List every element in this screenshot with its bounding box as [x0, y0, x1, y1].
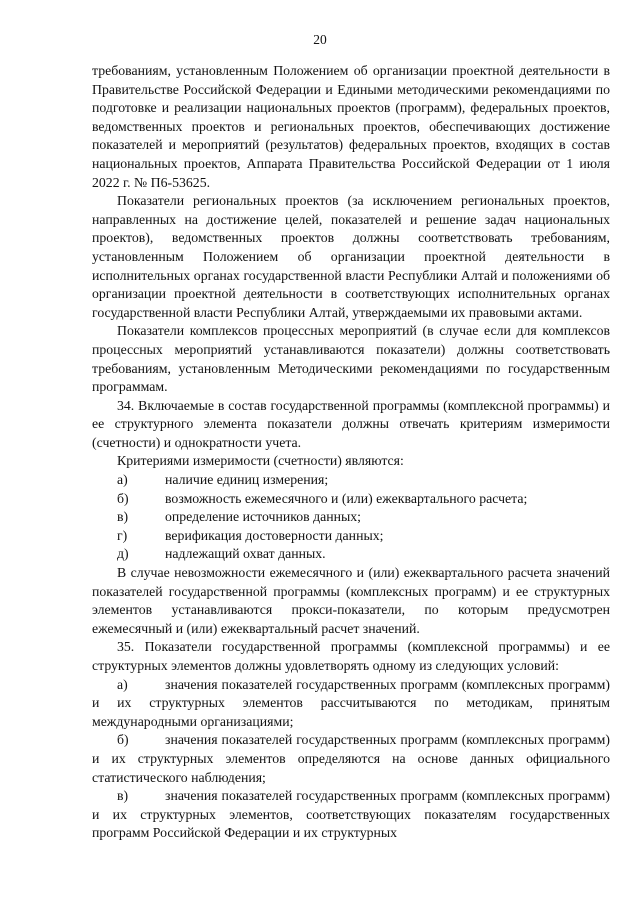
list-item-text: определение источников данных;: [165, 509, 361, 525]
list-marker: в): [117, 509, 129, 525]
list-marker: г): [117, 527, 128, 543]
list-item-text: надлежащий охват данных.: [165, 546, 326, 562]
paragraph-clause-34: 34. Включаемые в состав государственной программы (комплексной программы) и ее структурного элемента показатели должны отвечать критериям измеримости (счетности) и однократности учета.: [92, 397, 610, 450]
list-item: [92, 676, 610, 732]
conditions-list: [92, 676, 610, 843]
list-marker: а): [117, 676, 128, 692]
list-item-text: наличие единиц измерения;: [165, 472, 329, 488]
paragraph-criteria-intro: Критериями измеримости (счетности) являются:: [117, 453, 404, 469]
criteria-list: [92, 471, 610, 564]
list-marker: а): [117, 472, 128, 488]
list-marker: в): [117, 788, 129, 804]
list-marker: д): [117, 546, 129, 562]
list-item-text: значения показателей государственных программ (комплексных программ) и их структурных элементов рассчитываются по методикам, принятым международными организациями;: [92, 676, 610, 729]
list-item-text: значения показателей государственных программ (комплексных программ) и их структурных элементов, соответствующих показателям государственных программ Российской Федерации и их структурных: [92, 788, 610, 841]
paragraph-requirements-continuation: требованиям, установленным Положением об организации проектной деятельности в Правительстве Российской Федерации и Едиными методическими рекомендациями по подготовке и реализации национальных проектов (программ), федеральных проектов, ведомственных проектов и региональных проектов, обеспечивающих достижение показателей и мероприятий (результатов) федеральных проектов, входящих в состав национальных проектов, Аппарата Правительства Российской Федерации от 1 июля 2022 г. № П6-53625.: [92, 63, 610, 190]
list-item: [92, 731, 610, 787]
list-item: [92, 508, 610, 527]
list-item-text: возможность ежемесячного и (или) ежеквартального расчета;: [165, 490, 528, 506]
page-number: 20: [313, 32, 327, 47]
paragraph-regional-projects: Показатели региональных проектов (за исключением региональных проектов, направленных на достижение целей, показателей и решение задач национальных проектов), ведомственных проектов должны соответствовать требованиям, установленным Положением об организации проектной деятельности в исполнительных органах государственной власти Республики Алтай и положениями об организации проектной деятельности в соответствующих исполнительных органах государственной власти Республики Алтай, утверждаемыми их правовыми актами.: [92, 193, 610, 320]
paragraph-proxy-indicators: В случае невозможности ежемесячного и (или) ежеквартального расчета значений показателей государственной программы (комплексных программ) и ее структурных элементов устанавливаются прокси-показатели, по которым предусмотрен ежемесячный и (или) ежеквартальный расчет значений.: [92, 565, 610, 636]
list-item: [92, 490, 610, 509]
list-marker: б): [117, 490, 129, 506]
paragraph-process-complexes: Показатели комплексов процессных мероприятий (в случае если для комплексов процессных мероприятий устанавливаются показатели) должны соответствовать требованиям, установленным Методическими рекомендациями по государственным программам.: [92, 323, 610, 395]
list-marker: б): [117, 732, 129, 748]
list-item: [92, 787, 610, 843]
list-item-text: верификация достоверности данных;: [165, 527, 384, 543]
list-item: [92, 545, 610, 564]
paragraph-clause-35: 35. Показатели государственной программы (комплексной программы) и ее структурных элементов должны удовлетворять одному из следующих условий:: [92, 639, 610, 673]
document-body: [92, 62, 610, 843]
list-item: [92, 527, 610, 546]
list-item: [92, 471, 610, 490]
list-item-text: значения показателей государственных программ (комплексных программ) и их структурных элементов определяются на основе данных официального статистического наблюдения;: [92, 732, 610, 785]
